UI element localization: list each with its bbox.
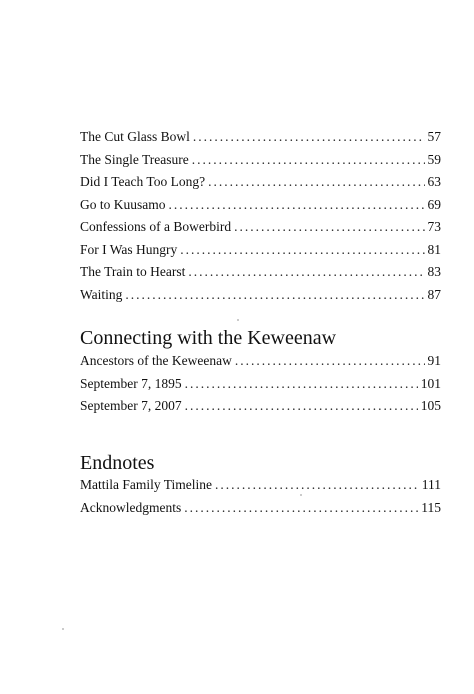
toc-entry-page: 105 [420,398,441,413]
toc-entry [80,284,441,307]
toc-entry [80,194,441,217]
toc-entry-page: 73 [427,219,441,234]
dot-leader [169,194,425,217]
toc-entry [80,261,441,284]
toc-entry-title: The Train to Hearst [80,264,186,279]
toc-entry-title: For I Was Hungry [80,241,178,257]
toc-entry [80,373,441,396]
dot-leader [192,149,425,172]
dot-leader [185,373,418,396]
toc-entry-title: Acknowledgments [80,499,182,515]
section-heading: Connecting with the Keweenaw [80,327,337,349]
toc-section-continued [80,126,441,306]
scan-speck [300,494,302,496]
toc-entry-page: 69 [427,196,441,212]
toc-entry [80,497,441,520]
toc-entry [80,239,441,262]
toc-entry [80,149,441,172]
toc-entry [80,350,441,373]
toc-entry-title: Did I Teach Too Long? [80,174,206,189]
toc-entry-page: 59 [427,151,441,167]
toc-entry-title: September 7, 2007 [80,398,182,413]
toc-entry-page: 111 [421,477,441,492]
toc-entry-page: 87 [427,286,441,302]
section-heading: Endnotes [80,452,155,474]
toc-entry [80,474,441,497]
dot-leader [185,395,418,418]
toc-entry-page: 91 [427,353,441,368]
toc-entry-page: 57 [427,129,441,144]
dot-leader [208,171,424,194]
toc-entry-page: 83 [427,264,441,279]
toc-section-keweenaw [80,350,441,418]
toc-entry-page: 101 [420,375,441,391]
dot-leader [125,284,424,307]
toc-section-endnotes [80,474,441,519]
dot-leader [234,216,424,239]
toc-entry [80,126,441,149]
dot-leader [184,497,418,520]
scan-speck [237,319,239,321]
toc-entry-title: The Single Treasure [80,151,189,167]
toc-entry-title: Go to Kuusamo [80,196,166,212]
toc-entry-page: 81 [427,241,441,257]
toc-entry-title: Confessions of a Bowerbird [80,219,232,234]
toc-entry-page: 63 [427,174,441,189]
dot-leader [180,239,424,262]
dot-leader [188,261,424,284]
toc-entry-title: The Cut Glass Bowl [80,129,190,144]
toc-entry [80,171,441,194]
dot-leader [235,350,425,373]
toc-entry-title: Waiting [80,286,123,302]
toc-entry [80,395,441,418]
toc-entry [80,216,441,239]
toc-entry-page: 115 [421,499,441,515]
dot-leader [193,126,425,149]
toc-entry-title: Ancestors of the Keweenaw [80,353,232,368]
toc-entry-title: Mattila Family Timeline [80,477,213,492]
toc-entry-title: September 7, 1895 [80,375,182,391]
dot-leader [215,474,419,497]
scan-speck [62,628,64,630]
